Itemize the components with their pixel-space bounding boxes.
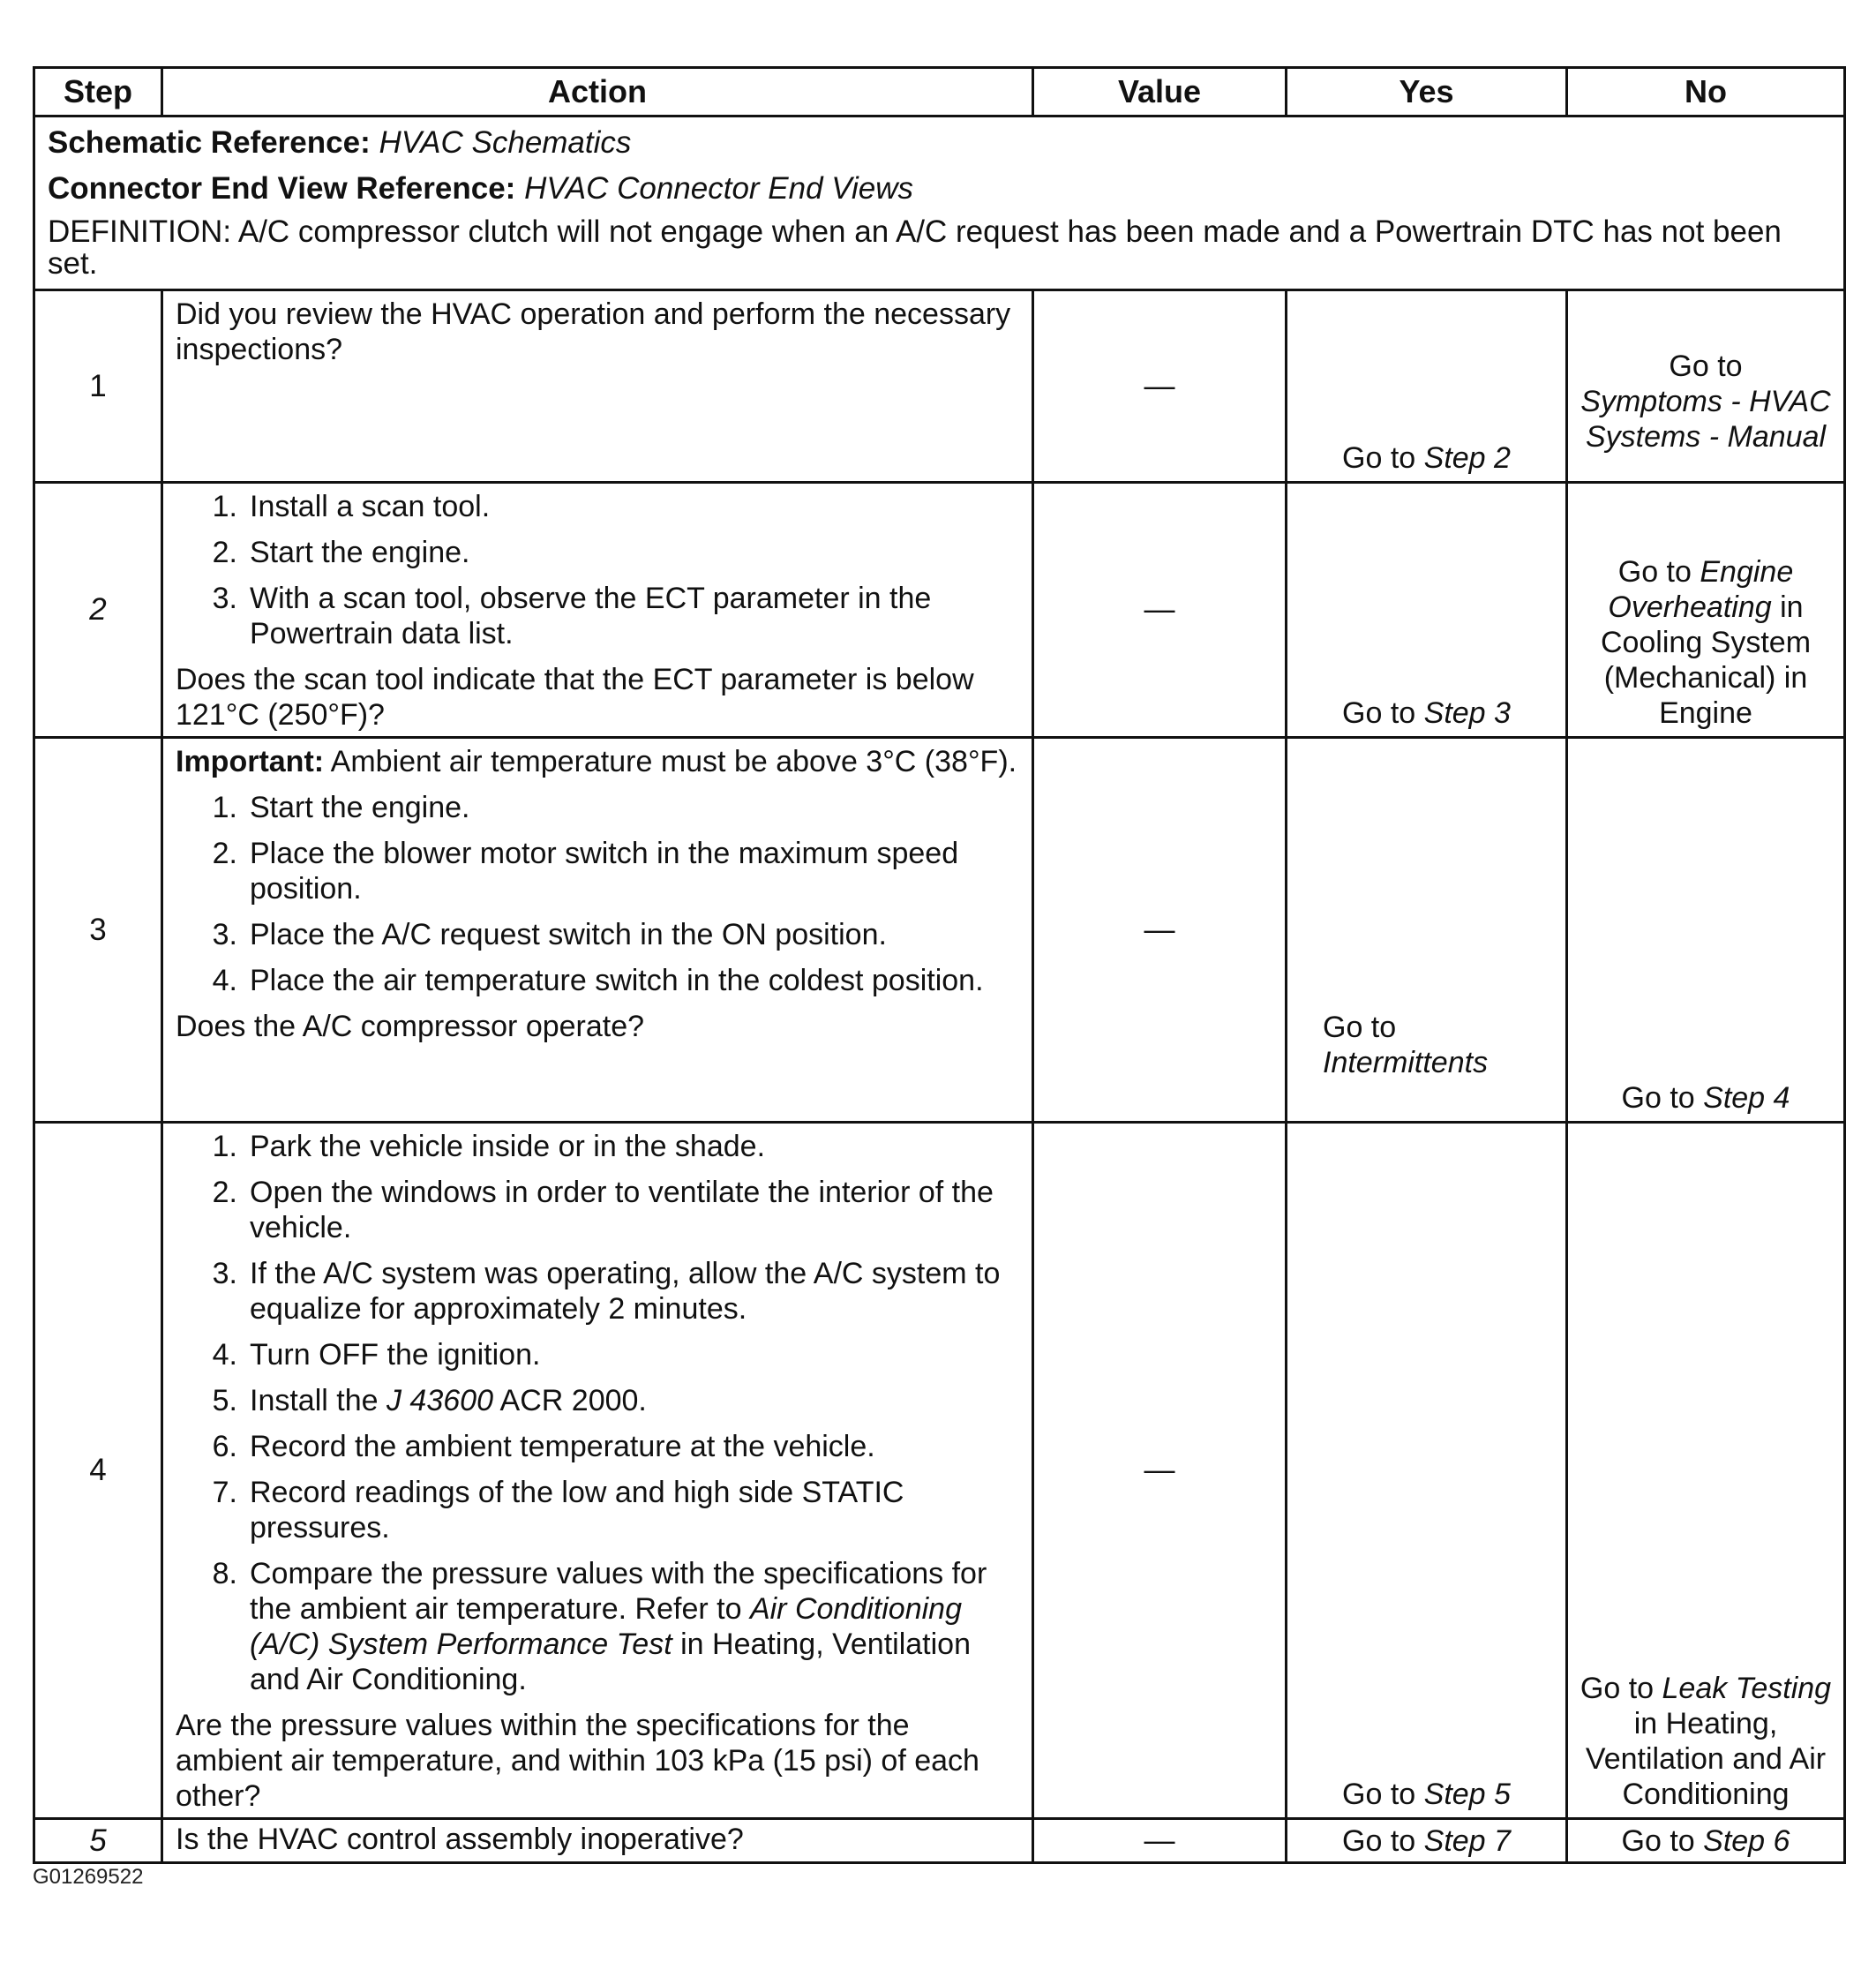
header-value: Value <box>1033 68 1287 117</box>
connector-reference-label: Connector End View Reference: <box>48 171 516 206</box>
important-label: Important: <box>176 745 325 778</box>
step-row-1 <box>34 290 1845 483</box>
no-link[interactable]: Symptoms - HVAC Systems - Manual <box>1580 384 1831 454</box>
schematic-reference <box>48 124 1831 162</box>
instruction-item: 5. Install the J 43600 ACR 2000. <box>212 1384 647 1417</box>
header-row <box>34 68 1845 117</box>
step-action <box>162 1819 1033 1863</box>
step-question: Are the pressure values within the specifications for the ambient air temperature, and within 103 kPa (15 psi) of each other? <box>176 1709 979 1813</box>
step-row-4 <box>34 1123 1845 1819</box>
header-step: Step <box>34 68 162 117</box>
step-yes <box>1287 1819 1567 1863</box>
yes-link[interactable]: Step 5 <box>1423 1778 1511 1811</box>
step-no <box>1567 1123 1845 1819</box>
yes-prefix: Go to <box>1342 1823 1424 1858</box>
step-action <box>162 483 1033 738</box>
step-number: 1 <box>34 290 162 483</box>
yes-prefix: Go to <box>1342 441 1424 475</box>
no-suffix: in Cooling System (Mechanical) in Engine <box>1600 590 1812 730</box>
no-prefix: Go to <box>1621 1081 1704 1115</box>
step-number: 4 <box>34 1123 162 1819</box>
step-instructions <box>176 489 1019 651</box>
connector-reference-link[interactable]: HVAC Connector End Views <box>524 171 914 206</box>
important-text: Ambient air temperature must be above 3°C (38°F). <box>324 745 1017 778</box>
reference-cell <box>34 117 1845 290</box>
header-no: No <box>1567 68 1845 117</box>
instruction-item: 2. Start the engine. <box>212 536 470 569</box>
instruction-item: 1. Start the engine. <box>212 791 470 824</box>
step-number: 2 <box>34 483 162 738</box>
instruction-item: 3. With a scan tool, observe the ECT parameter in the Powertrain data list. <box>212 582 932 650</box>
performance-test-link[interactable]: Air Conditioning (A/C) System Performance Test <box>250 1592 962 1661</box>
step-instructions <box>176 1129 1019 1697</box>
step-question: Is the HVAC control assembly inoperative? <box>176 1823 744 1856</box>
instruction-item: 1. Install a scan tool. <box>212 490 491 523</box>
step-yes <box>1287 738 1567 1123</box>
yes-prefix: Go to <box>1342 1778 1424 1811</box>
diagnostic-table <box>33 66 1846 1864</box>
procedure-document <box>33 66 1843 1864</box>
step-value: — <box>1033 290 1287 483</box>
graphic-id: G01269522 <box>33 1865 144 1889</box>
step-question: Did you review the HVAC operation and perform the necessary inspections? <box>176 297 1011 366</box>
step-value: — <box>1033 1819 1287 1863</box>
no-prefix: Go to <box>1617 555 1700 589</box>
yes-prefix: Go to <box>1323 1011 1397 1044</box>
no-link[interactable]: Step 6 <box>1703 1823 1790 1858</box>
no-link[interactable]: Step 4 <box>1703 1081 1790 1115</box>
yes-link[interactable]: Step 2 <box>1423 441 1511 475</box>
instruction-item: 2. Open the windows in order to ventilate the interior of the vehicle. <box>212 1176 994 1244</box>
no-suffix: in Heating, Ventilation and Air Conditioning <box>1585 1707 1827 1811</box>
step-number: 5 <box>34 1819 162 1863</box>
step-no <box>1567 1819 1845 1863</box>
step-row-2 <box>34 483 1845 738</box>
reference-row <box>34 117 1845 290</box>
no-prefix: Go to <box>1621 1823 1704 1858</box>
header-yes: Yes <box>1287 68 1567 117</box>
yes-link[interactable]: Intermittents <box>1323 1046 1489 1079</box>
step-yes <box>1287 1123 1567 1819</box>
step-number: 3 <box>34 738 162 1123</box>
no-prefix: Go to <box>1580 1672 1662 1705</box>
step-question: Does the A/C compressor operate? <box>176 1010 645 1043</box>
step-no <box>1567 738 1845 1123</box>
step-yes <box>1287 483 1567 738</box>
instruction-item: 8. Compare the pressure values with the specifications for the ambient air temperature. Refer to Air Conditioning (A/C) System Performance Test in Heating, Ventilation and Air Conditioning. <box>212 1557 987 1696</box>
connector-reference <box>48 170 1831 207</box>
step-action <box>162 1123 1033 1819</box>
definition-text: DEFINITION: A/C compressor clutch will not engage when an A/C request has been made and a Powertrain DTC has not been set. <box>48 214 1782 281</box>
step-no <box>1567 290 1845 483</box>
instruction-item: 3. Place the A/C request switch in the ON position. <box>212 918 887 951</box>
instruction-item: 6. Record the ambient temperature at the vehicle. <box>212 1430 875 1463</box>
step-yes <box>1287 290 1567 483</box>
important-note <box>176 744 1019 779</box>
step-action <box>162 290 1033 483</box>
schematic-reference-link[interactable]: HVAC Schematics <box>379 125 632 160</box>
step-no <box>1567 483 1845 738</box>
step-value: — <box>1033 483 1287 738</box>
step-row-3 <box>34 738 1845 1123</box>
instruction-item: 3. If the A/C system was operating, allow the A/C system to equalize for approximately 2 minutes. <box>212 1257 1001 1326</box>
yes-prefix: Go to <box>1342 696 1424 730</box>
step-value: — <box>1033 738 1287 1123</box>
instruction-item: 4. Place the air temperature switch in the coldest position. <box>212 964 984 997</box>
step-instructions <box>176 790 1019 998</box>
no-prefix: Go to <box>1669 349 1743 383</box>
instruction-item: 2. Place the blower motor switch in the maximum speed position. <box>212 837 959 906</box>
schematic-reference-label: Schematic Reference: <box>48 125 371 160</box>
step-row-5 <box>34 1819 1845 1863</box>
header-action: Action <box>162 68 1033 117</box>
step-question: Does the scan tool indicate that the ECT parameter is below 121°C (250°F)? <box>176 663 974 732</box>
yes-link[interactable]: Step 7 <box>1423 1823 1511 1858</box>
tool-reference: J 43600 <box>386 1384 493 1417</box>
instruction-item: 7. Record readings of the low and high side STATIC pressures. <box>212 1476 904 1545</box>
yes-link[interactable]: Step 3 <box>1423 696 1511 730</box>
step-action <box>162 738 1033 1123</box>
instruction-item: 4. Turn OFF the ignition. <box>212 1338 541 1372</box>
instruction-item: 1. Park the vehicle inside or in the shade. <box>212 1130 766 1163</box>
no-link[interactable]: Engine Overheating <box>1608 555 1794 624</box>
no-link[interactable]: Leak Testing <box>1662 1672 1832 1705</box>
step-value: — <box>1033 1123 1287 1819</box>
